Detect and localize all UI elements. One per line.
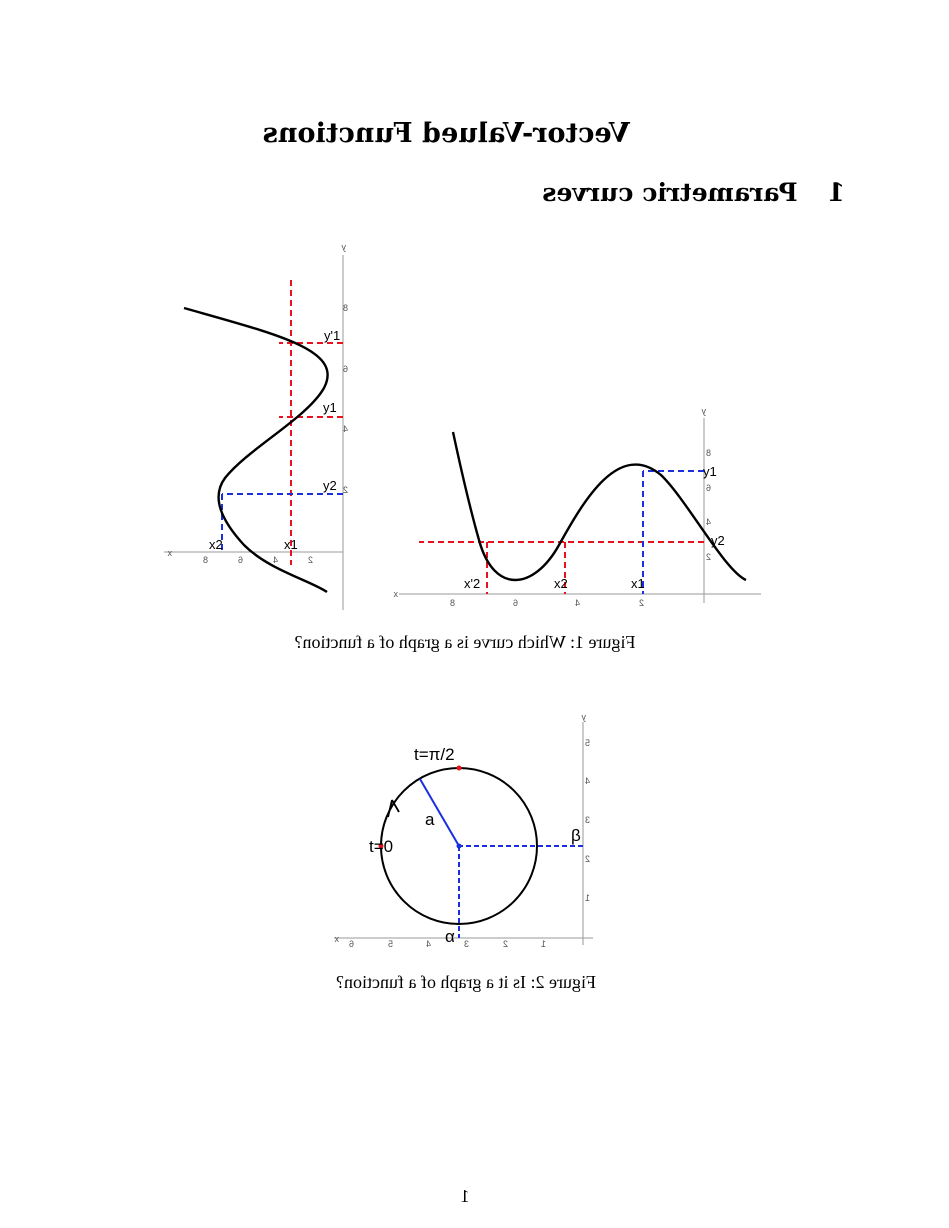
fig2-xtick-4: 4 bbox=[425, 939, 431, 949]
fig2-axis-y-label: y bbox=[581, 712, 586, 722]
figure2-plot bbox=[334, 712, 593, 949]
right-axis-y-label: y bbox=[701, 406, 706, 416]
fig2-label-alpha: α bbox=[445, 927, 455, 946]
fig2-axis-x-label: x bbox=[334, 934, 339, 944]
right-label-x2prime: x'2 bbox=[464, 576, 481, 591]
section-number: 1 bbox=[827, 178, 845, 207]
right-axis-x-label: x bbox=[393, 589, 398, 599]
fig2-ytick-4: 4 bbox=[584, 776, 590, 786]
figure2-caption: Figure 2: Is it a graph of a function? bbox=[336, 972, 596, 992]
left-xtick-4: 4 bbox=[272, 555, 278, 565]
left-ytick-6: 6 bbox=[342, 364, 348, 374]
fig2-xtick-5: 5 bbox=[387, 939, 393, 949]
left-label-x2: x2 bbox=[209, 537, 223, 552]
fig2-xtick-6: 6 bbox=[348, 939, 354, 949]
right-xtick-4: 4 bbox=[574, 598, 580, 608]
section-title: Parametric curves bbox=[542, 178, 798, 207]
right-ytick-6: 6 bbox=[705, 483, 711, 493]
document-title: Vector-Valued Functions bbox=[262, 118, 630, 149]
left-xtick-8: 8 bbox=[202, 555, 208, 565]
left-ytick-8: 8 bbox=[342, 303, 348, 313]
right-label-y2: y2 bbox=[711, 533, 725, 548]
left-xtick-2: 2 bbox=[307, 555, 313, 565]
fig2-ytick-3: 3 bbox=[584, 815, 590, 825]
right-xtick-8: 8 bbox=[449, 598, 455, 608]
left-ytick-2: 2 bbox=[342, 485, 348, 495]
right-ytick-8: 8 bbox=[705, 448, 711, 458]
fig2-label-t-left: t=0 bbox=[369, 837, 394, 856]
figure1-right-plot bbox=[393, 406, 761, 608]
right-ytick-4: 4 bbox=[705, 517, 711, 527]
fig2-xtick-1: 1 bbox=[540, 939, 546, 949]
left-label-y1prime: y'1 bbox=[324, 328, 341, 343]
figure1-caption: Figure 1: Which curve is a graph of a function? bbox=[294, 632, 636, 652]
right-label-x1: x1 bbox=[631, 576, 645, 591]
fig2-ytick-5: 5 bbox=[584, 738, 590, 748]
left-label-x1: x1 bbox=[284, 537, 298, 552]
right-ytick-2: 2 bbox=[705, 552, 711, 562]
fig2-ytick-1: 1 bbox=[584, 893, 590, 903]
left-curve bbox=[184, 308, 328, 592]
fig2-ytick-2: 2 bbox=[584, 854, 590, 864]
left-axis-y-label: y bbox=[341, 242, 346, 252]
left-label-y2: y2 bbox=[323, 478, 337, 493]
left-label-y1: y1 bbox=[323, 400, 337, 415]
page-number: 1 bbox=[460, 1186, 470, 1206]
right-xtick-6: 6 bbox=[512, 598, 518, 608]
fig2-center-point bbox=[457, 844, 462, 849]
fig2-xtick-3: 3 bbox=[463, 939, 469, 949]
fig2-label-radius: a bbox=[425, 810, 435, 829]
right-curve bbox=[453, 432, 746, 580]
right-label-y1: y1 bbox=[703, 464, 717, 479]
right-xtick-2: 2 bbox=[638, 598, 644, 608]
figure1-left-plot bbox=[164, 242, 348, 610]
left-ytick-4: 4 bbox=[342, 424, 348, 434]
right-label-x2: x2 bbox=[554, 576, 568, 591]
fig2-direction-arrow-icon bbox=[388, 800, 399, 817]
fig2-label-t-top: t=π/2 bbox=[414, 745, 455, 764]
fig2-xtick-2: 2 bbox=[502, 939, 508, 949]
fig2-label-beta: β bbox=[571, 826, 581, 845]
fig2-point-top bbox=[457, 766, 462, 771]
left-xtick-6: 6 bbox=[237, 555, 243, 565]
left-axis-x-label: x bbox=[167, 548, 172, 558]
